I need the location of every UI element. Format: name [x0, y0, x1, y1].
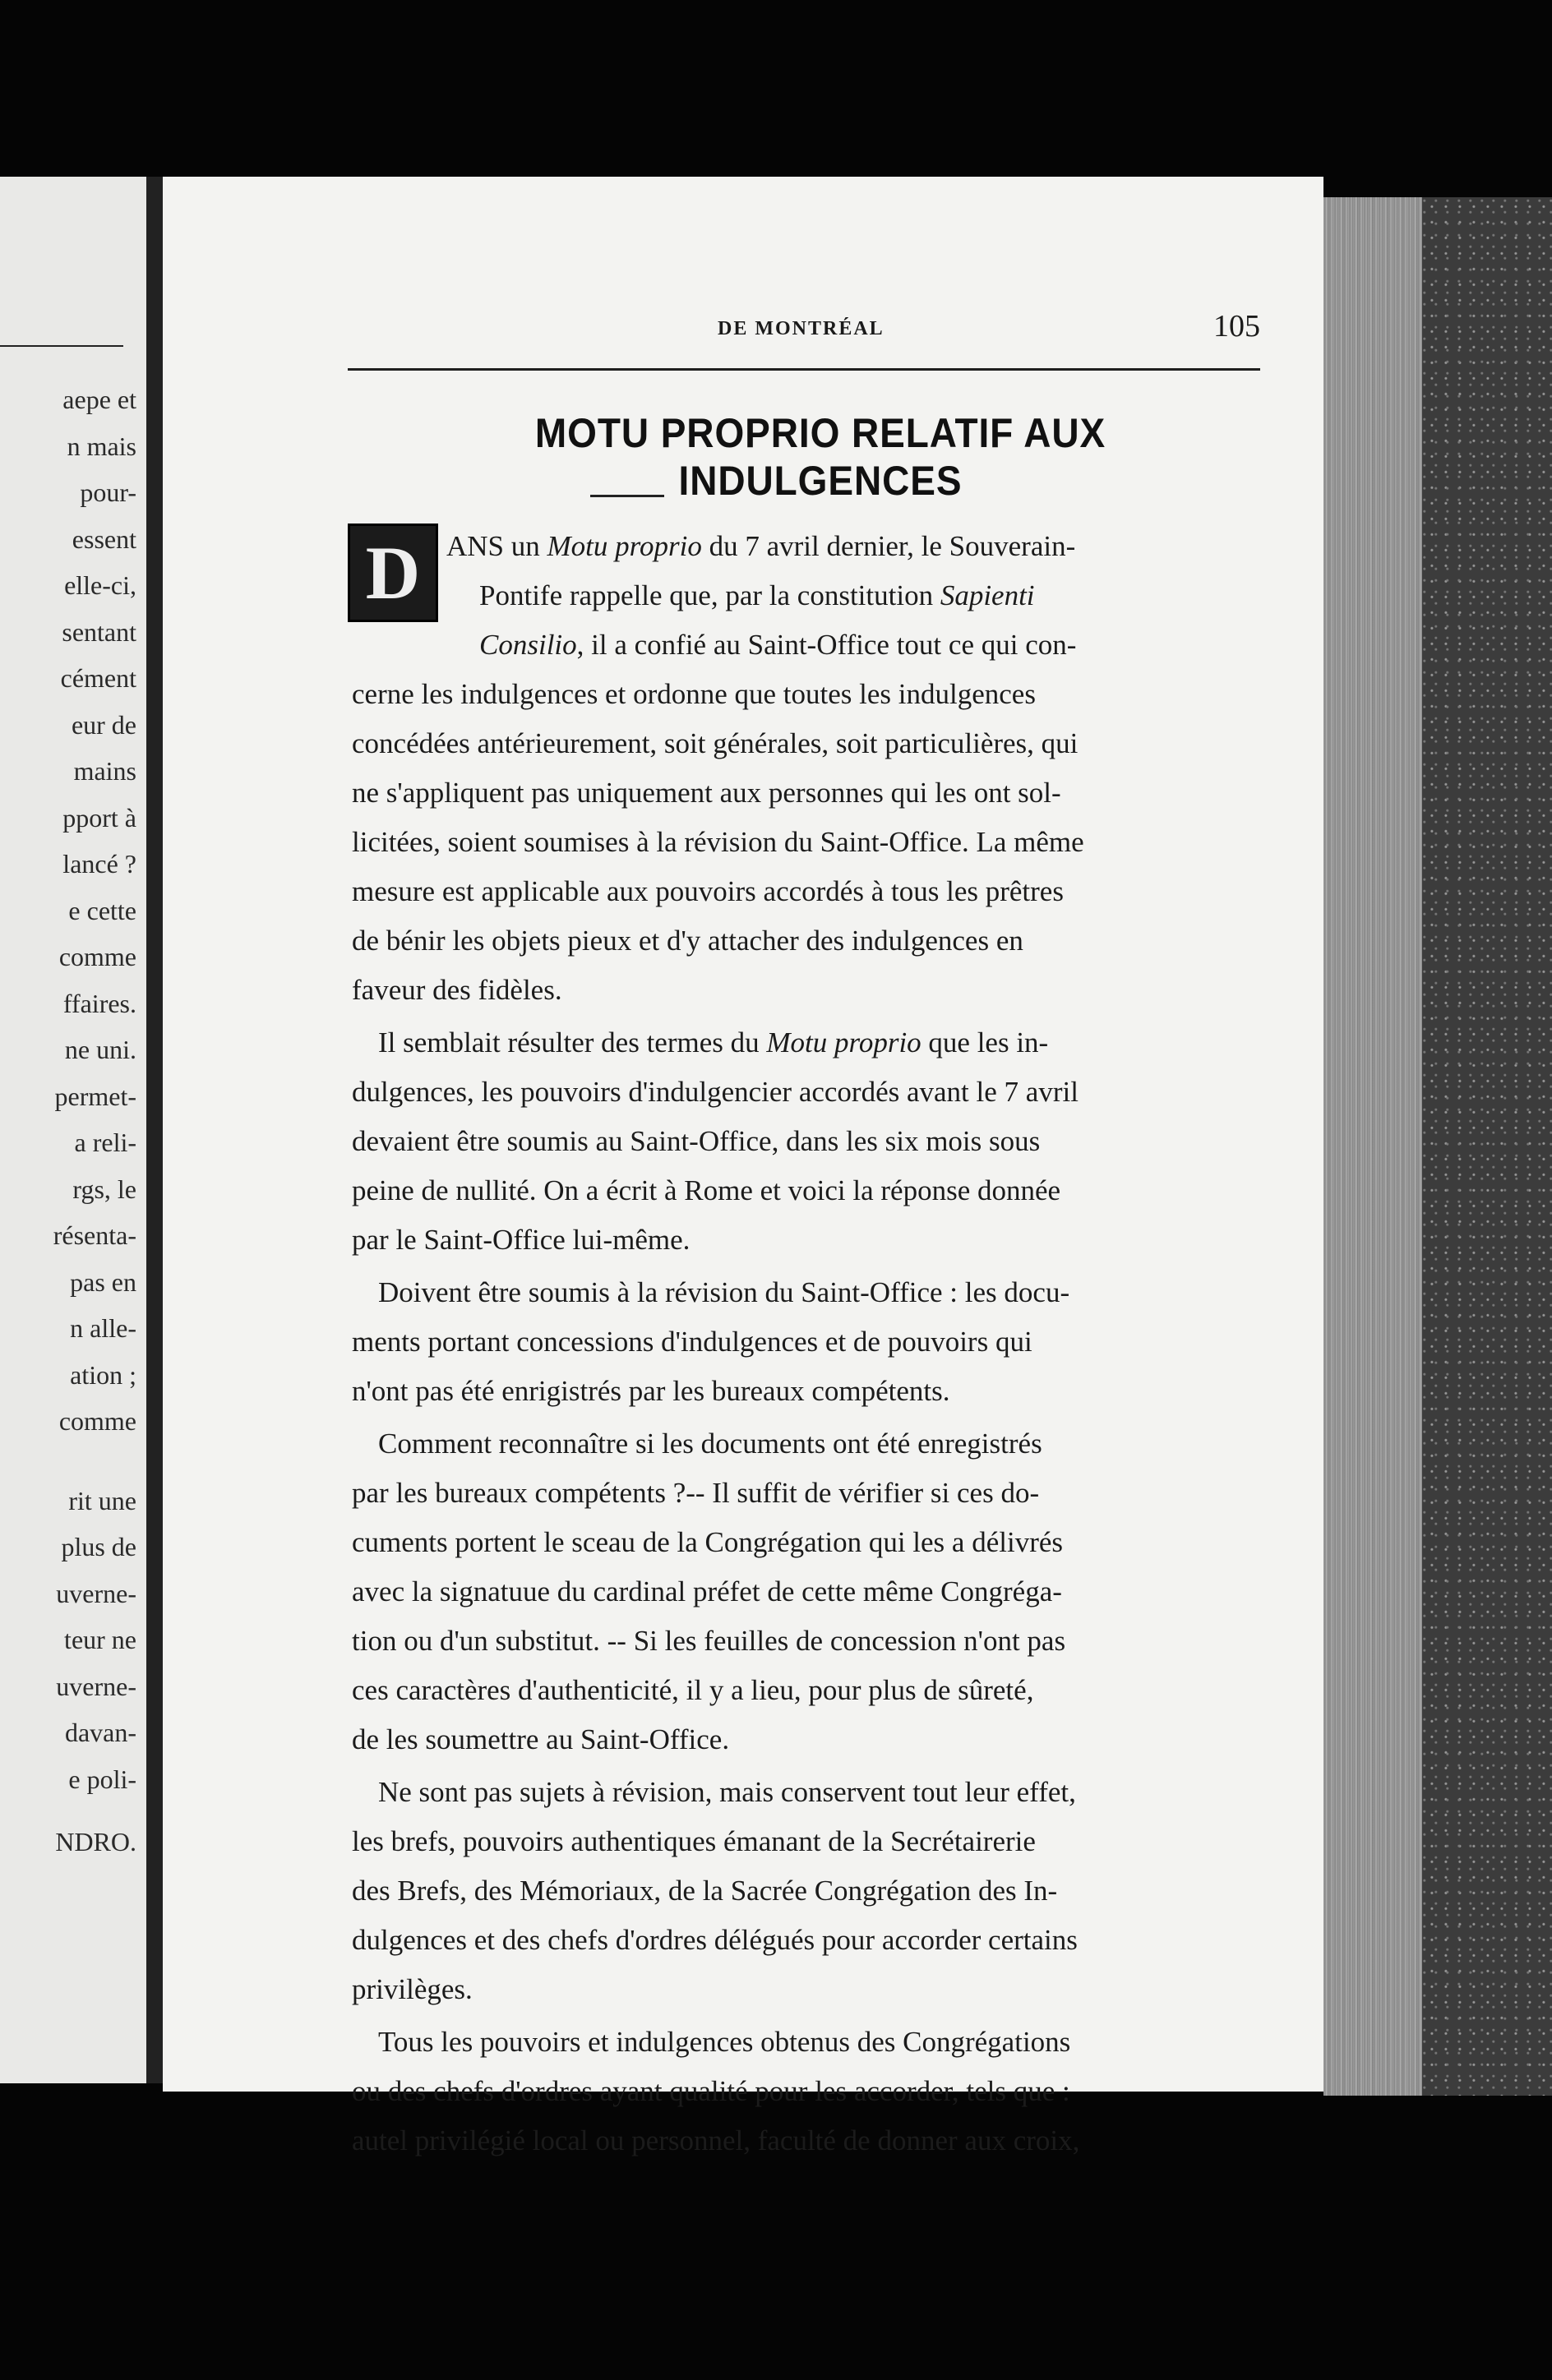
- page-edge-light: [1323, 197, 1422, 2096]
- left-page-line: teur ne: [64, 1625, 136, 1654]
- article-line: mesure est applicable aux pouvoirs accordés à tous les prêtres: [352, 875, 1064, 907]
- article-line: n'ont pas été enrigistrés par les bureaux compétents.: [352, 1375, 950, 1407]
- article-line: licitées, soient soumises à la révision du Saint-Office. La même: [352, 826, 1084, 858]
- title-rule: [590, 495, 664, 497]
- article-line: Doivent être soumis à la révision du Saint-Office : les docu-: [378, 1276, 1070, 1308]
- left-page-line: n alle-: [70, 1313, 136, 1343]
- left-page-line: lancé ?: [62, 849, 136, 879]
- article-line: ces caractères d'authenticité, il y a lieu, pour plus de sûreté,: [352, 1674, 1034, 1706]
- left-page-line: permet-: [54, 1081, 136, 1111]
- article-line: cerne les indulgences et ordonne que toutes les indulgences: [352, 678, 1036, 710]
- header-rule: [348, 368, 1260, 371]
- article-line: ne s'appliquent pas uniquement aux personnes qui les ont sol-: [352, 777, 1061, 809]
- page-header: [348, 308, 1260, 357]
- book-gutter: [146, 177, 163, 2083]
- article-line: faveur des fidèles.: [352, 974, 562, 1006]
- left-page-line: n mais: [67, 431, 136, 461]
- left-page-line: cément: [60, 663, 136, 693]
- left-page-line: ation ;: [70, 1359, 136, 1390]
- left-page-line: uverne-: [56, 1578, 136, 1608]
- article-line: par les bureaux compétents ?-- Il suffit de vérifier si ces do-: [352, 1477, 1040, 1509]
- article-line: devaient être soumis au Saint-Office, dans les six mois sous: [352, 1125, 1041, 1157]
- page-number: 105: [1213, 309, 1260, 344]
- left-page-line: eur de: [71, 709, 136, 740]
- drop-cap-ornament: D: [348, 524, 438, 622]
- article-line: dulgences et des chefs d'ordres délégués pour accorder certains: [352, 1924, 1078, 1956]
- article-line: cuments portent le sceau de la Congrégation qui les a délivrés: [352, 1526, 1064, 1558]
- left-page-line: sentant: [62, 616, 136, 647]
- article-title: MOTU PROPRIO RELATIF AUX INDULGENCES: [534, 410, 1106, 504]
- left-page-line: rit une: [68, 1485, 136, 1515]
- left-page-line: comme: [58, 1406, 136, 1436]
- left-page-line: pas en: [70, 1266, 136, 1297]
- left-page-line: ne uni.: [64, 1035, 136, 1064]
- left-page-line: essent: [72, 524, 136, 554]
- left-page-line: pour-: [80, 477, 136, 507]
- page-edge-dark: [1422, 197, 1552, 2096]
- left-page-line: résenta-: [53, 1220, 136, 1250]
- left-page-line: elle-ci,: [64, 570, 136, 600]
- left-page-line: e cette: [68, 895, 136, 925]
- left-page-line: uverne-: [56, 1671, 136, 1701]
- article-line: des Brefs, des Mémoriaux, de la Sacrée Congrégation des In-: [352, 1875, 1058, 1907]
- left-facing-page: [0, 177, 146, 2083]
- article-line: autel privilégié local ou personnel, faculté de donner aux croix,: [352, 2124, 1080, 2156]
- left-page-line: pport à: [62, 802, 136, 833]
- left-page-line: e poli-: [68, 1764, 136, 1794]
- left-page-rule: [0, 345, 123, 347]
- article-line: Il semblait résulter des termes du Motu proprio que les in-: [378, 1026, 1049, 1059]
- article-line: ments portant concessions d'indulgences et de pouvoirs qui: [352, 1326, 1032, 1358]
- left-page-line: aepe et: [62, 385, 136, 414]
- article-line: Tous les pouvoirs et indulgences obtenus des Congrégations: [378, 2026, 1071, 2058]
- article-line: concédées antérieurement, soit générales, soit particulières, qui: [352, 727, 1079, 759]
- left-page-line: a reli-: [74, 1128, 136, 1157]
- article-line: de les soumettre au Saint-Office.: [352, 1723, 730, 1755]
- article-line: Ne sont pas sujets à révision, mais conservent tout leur effet,: [378, 1776, 1076, 1808]
- article-line: Comment reconnaître si les documents ont été enregistrés: [378, 1428, 1042, 1460]
- left-page-line: plus de: [61, 1532, 136, 1561]
- article-line: avec la signatuue du cardinal préfet de cette même Congréga-: [352, 1575, 1062, 1607]
- main-page: [163, 177, 1323, 2156]
- article-line: Consilio, il a confié au Saint-Office tout ce qui con-: [479, 629, 1077, 661]
- article-line: tion ou d'un substitut. -- Si les feuilles de concession n'ont pas: [352, 1625, 1066, 1657]
- running-head: DE MONTRÉAL: [718, 318, 885, 339]
- article-line: peine de nullité. On a écrit à Rome et voici la réponse donnée: [352, 1174, 1061, 1206]
- article-line: ou des chefs d'ordres ayant qualité pour les accorder, tels que :: [352, 2075, 1070, 2107]
- left-page-line: NDRO.: [55, 1827, 136, 1856]
- article-line: ANS un Motu proprio du 7 avril dernier, le Souverain-: [446, 530, 1076, 562]
- left-page-line: comme: [58, 942, 136, 971]
- left-page-line: mains: [73, 756, 136, 786]
- left-page-line: rgs, le: [72, 1174, 136, 1204]
- left-page-line: ffaires.: [62, 988, 136, 1018]
- article-line: dulgences, les pouvoirs d'indulgencier accordés avant le 7 avril: [352, 1076, 1079, 1108]
- left-page-line: davan-: [64, 1718, 136, 1747]
- article-line: privilèges.: [352, 1973, 473, 2005]
- book-page-edges: [1323, 197, 1552, 2096]
- article-line: Pontife rappelle que, par la constitution Sapienti: [479, 579, 1035, 611]
- article-line: de bénir les objets pieux et d'y attacher des indulgences en: [352, 925, 1023, 957]
- article-line: les brefs, pouvoirs authentiques émanant de la Secrétairerie: [352, 1825, 1036, 1857]
- article-line: par le Saint-Office lui-même.: [352, 1224, 691, 1256]
